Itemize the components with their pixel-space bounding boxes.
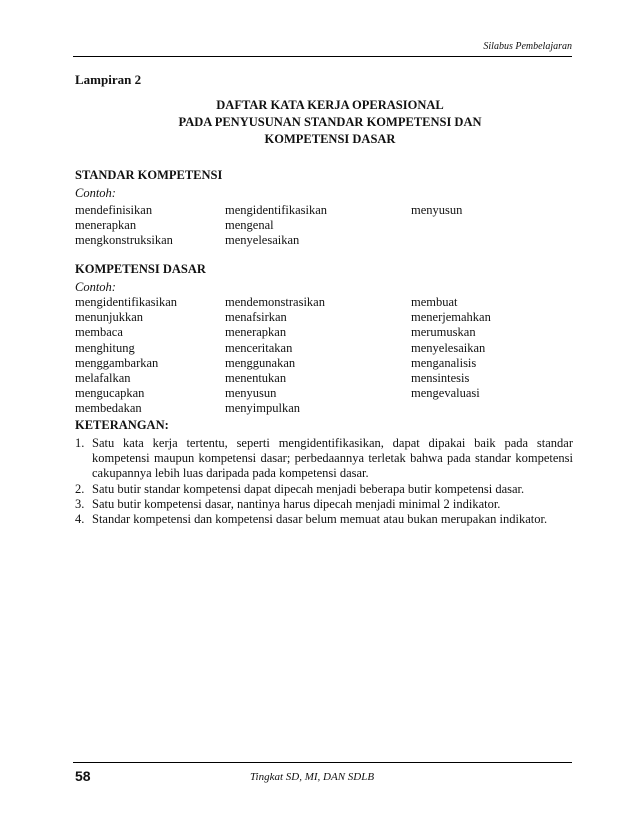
standar-row bbox=[75, 233, 575, 248]
standar-row bbox=[75, 218, 575, 233]
header-divider bbox=[73, 56, 572, 57]
standar-heading: STANDAR KOMPETENSI bbox=[75, 168, 223, 182]
keterangan-item-number: 1. bbox=[75, 436, 85, 450]
running-header: Silabus Pembelajaran bbox=[483, 41, 572, 52]
dasar-row bbox=[75, 310, 575, 325]
dasar-word-table bbox=[75, 295, 575, 417]
dasar-row bbox=[75, 371, 575, 386]
keterangan-item-number: 2. bbox=[75, 481, 85, 496]
dasar-word: menceritakan bbox=[225, 340, 293, 355]
dasar-word: menafsirkan bbox=[225, 310, 287, 325]
keterangan-item-number: 3. bbox=[75, 496, 85, 511]
dasar-word: menerjemahkan bbox=[411, 310, 491, 325]
standar-row bbox=[75, 203, 575, 218]
standar-word: mengenal bbox=[225, 218, 274, 233]
keterangan-item bbox=[75, 436, 573, 482]
keterangan-item-text: Satu butir kompetensi dasar, nantinya harus dipecah menjadi minimal 2 indikator. bbox=[92, 496, 501, 511]
dasar-word: menyimpulkan bbox=[225, 401, 300, 416]
keterangan-item bbox=[75, 482, 573, 497]
dasar-word: mensintesis bbox=[411, 370, 470, 385]
dasar-word: menghitung bbox=[75, 340, 135, 355]
dasar-word: mengevaluasi bbox=[411, 386, 480, 401]
dasar-word: melafalkan bbox=[75, 370, 131, 385]
standar-word-table bbox=[75, 203, 575, 249]
dasar-word: menganalisis bbox=[411, 355, 477, 370]
keterangan-item-number: 4. bbox=[75, 512, 85, 527]
standar-word: mendefinisikan bbox=[75, 203, 153, 217]
dasar-word: membedakan bbox=[75, 401, 142, 416]
standar-word: menyelesaikan bbox=[225, 233, 300, 248]
keterangan-item-text: Satu butir standar kompetensi dapat dipecah menjadi beberapa butir kompetensi dasar. bbox=[92, 481, 525, 496]
keterangan-item-text: Satu kata kerja tertentu, seperti mengidentifikasikan, dapat dipakai baik pada standar kompetensi maupun kompetensi dasar; perbedaannya terletak bahwa pada standar kompetensi cakupannya lebih luas daripada pada kompetensi dasar. bbox=[92, 436, 573, 481]
dasar-word: menunjukkan bbox=[75, 310, 144, 325]
footer-divider bbox=[73, 762, 572, 763]
keterangan-item bbox=[75, 512, 573, 527]
dasar-word: menentukan bbox=[225, 370, 287, 385]
dasar-word bbox=[411, 401, 571, 416]
dasar-row bbox=[75, 325, 575, 340]
dasar-word: membaca bbox=[75, 325, 123, 340]
keterangan-heading: KETERANGAN: bbox=[75, 418, 169, 432]
keterangan-item bbox=[75, 497, 573, 512]
standar-word: menyusun bbox=[411, 203, 463, 217]
standar-word bbox=[411, 218, 571, 233]
standar-word: mengidentifikasikan bbox=[225, 203, 328, 217]
dasar-word: menerapkan bbox=[225, 325, 287, 340]
standar-word bbox=[411, 233, 571, 248]
document-title bbox=[75, 97, 573, 148]
dasar-word: mengucapkan bbox=[75, 386, 145, 401]
footer-caption: Tingkat SD, MI, DAN SDLB bbox=[250, 771, 375, 783]
dasar-row bbox=[75, 341, 575, 356]
dasar-word: mendemonstrasikan bbox=[225, 295, 325, 309]
dasar-word: menyelesaikan bbox=[411, 340, 486, 355]
standar-word: menerapkan bbox=[75, 218, 137, 233]
standar-word: mengkonstruksikan bbox=[75, 233, 173, 248]
appendix-label: Lampiran 2 bbox=[75, 72, 142, 87]
dasar-word: menggambarkan bbox=[75, 355, 159, 370]
keterangan-list bbox=[75, 436, 573, 527]
dasar-word: membuat bbox=[411, 295, 458, 309]
dasar-row bbox=[75, 401, 575, 416]
dasar-word: mengidentifikasikan bbox=[75, 295, 178, 309]
dasar-row bbox=[75, 356, 575, 371]
page-number: 58 bbox=[75, 768, 91, 784]
dasar-row bbox=[75, 386, 575, 401]
dasar-word: menyusun bbox=[225, 386, 277, 401]
title-line-1: DAFTAR KATA KERJA OPERASIONAL bbox=[216, 98, 444, 112]
dasar-contoh-label: Contoh: bbox=[75, 280, 116, 294]
dasar-word: menggunakan bbox=[225, 355, 296, 370]
title-line-2: PADA PENYUSUNAN STANDAR KOMPETENSI DAN bbox=[178, 115, 482, 129]
title-line-3: KOMPETENSI DASAR bbox=[264, 132, 396, 146]
keterangan-item-text: Standar kompetensi dan kompetensi dasar belum memuat atau bukan merupakan indikator. bbox=[92, 512, 548, 527]
dasar-row bbox=[75, 295, 575, 310]
dasar-word: merumuskan bbox=[411, 325, 476, 340]
dasar-heading: KOMPETENSI DASAR bbox=[75, 262, 206, 276]
standar-contoh-label: Contoh: bbox=[75, 186, 116, 200]
